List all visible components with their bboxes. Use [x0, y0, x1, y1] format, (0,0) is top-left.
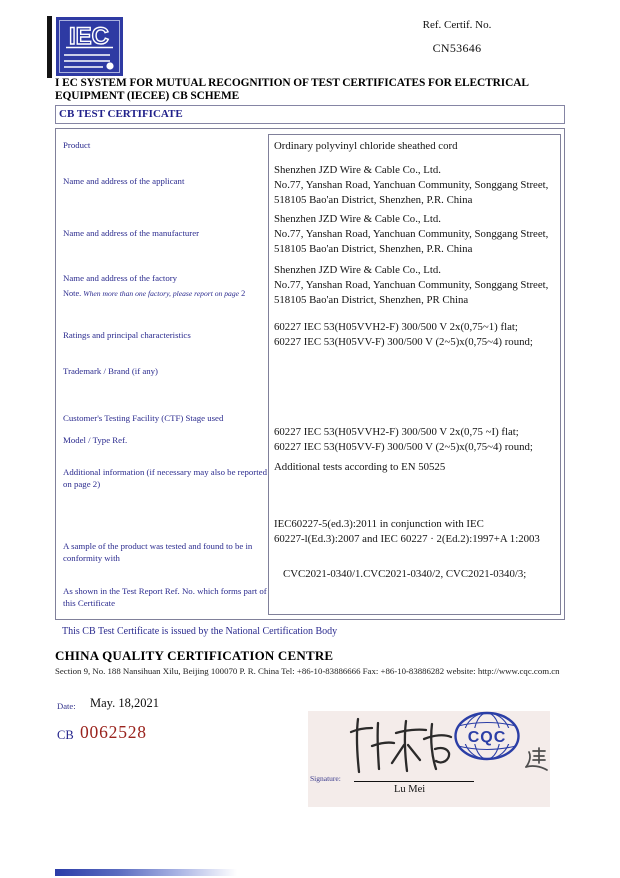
factory-note-suffix: 2	[241, 288, 246, 298]
row-label-applicant: Name and address of the applicant	[63, 176, 185, 186]
iec-logo-text: IEC	[68, 23, 110, 50]
ref-certif-label: Ref. Certif. No.	[422, 19, 492, 31]
text-line: IEC60227-5(ed.3):2011 in conjunction with IEC	[274, 518, 484, 530]
value-conformity	[274, 517, 559, 547]
signature-name: Lu Mei	[394, 784, 426, 795]
text-line: No.77, Yanshan Road, Yanchuan Community, Songgang Street,	[274, 279, 549, 292]
factory-note-prefix: Note.	[63, 288, 82, 298]
factory-note	[63, 288, 269, 300]
ref-certif-block	[398, 19, 516, 56]
cb-number-prefix: CB	[57, 728, 74, 742]
jian-character	[524, 747, 548, 773]
text-line: Shenzhen JZD Wire & Cable Co., Ltd.	[274, 164, 441, 176]
row-label-ratings: Ratings and principal characteristics	[63, 330, 191, 340]
value-applicant	[274, 163, 559, 209]
factory-label-text: Name and address of the factory	[63, 273, 178, 283]
scheme-title: I EC SYSTEM FOR MUTUAL RECOGNITION OF TEST CERTIFICATES FOR ELECTRICAL EQUIPMENT (IECEE) CB SCHEME	[55, 77, 529, 102]
text-line: 518105 Bao'an District, Shenzhen, PR China	[274, 294, 469, 307]
ncb-name: CHINA QUALITY CERTIFICATION CENTRE	[55, 648, 334, 663]
signature-line	[354, 781, 474, 782]
text-line: 60227 IEC 53(H05VVH2-F) 300/500 V 2x(0,75~1) flat;	[274, 321, 518, 333]
value-model-type-ref	[274, 425, 559, 455]
value-product	[274, 139, 559, 154]
text-line: 518105 Bao'an District, Shenzhen, P.R. China	[274, 243, 473, 256]
text-line: Shenzhen JZD Wire & Cable Co., Ltd.	[274, 264, 441, 276]
row-label-additional-info: Additional information (if necessary may also be reported on page 2)	[63, 467, 267, 489]
value-ratings	[274, 320, 559, 350]
certificate-title: CB TEST CERTIFICATE	[59, 108, 183, 120]
text-line: No.77, Yanshan Road, Yanchuan Community, Songgang Street,	[274, 228, 549, 241]
text-line: CVC2021-0340/1.CVC2021-0340/2, CVC2021-0340/3;	[283, 568, 527, 580]
date-value: May. 18,2021	[90, 696, 159, 710]
row-label-manufacturer: Name and address of the manufacturer	[63, 228, 200, 238]
text-line: Ordinary polyvinyl chloride sheathed cord	[274, 140, 458, 152]
ref-certif-number: CN53646	[432, 41, 482, 55]
signature-stamp-panel	[308, 711, 550, 807]
row-label-model-type-ref: Model / Type Ref.	[63, 435, 128, 445]
text-line: No.77, Yanshan Road, Yanchuan Community, Songgang Street,	[274, 179, 549, 192]
certificate-table	[55, 128, 565, 620]
value-additional-info	[274, 460, 559, 475]
cb-number: 0062528	[80, 722, 147, 742]
row-label-ctf-stage: Customer's Testing Facility (CTF) Stage used	[63, 413, 224, 423]
value-factory	[274, 263, 559, 309]
value-manufacturer	[274, 212, 559, 258]
row-label-trademark: Trademark / Brand (if any)	[63, 366, 158, 376]
text-line: 60227 IEC 53(H05VV-F) 300/500 V (2~5)x(0,75~4) round;	[274, 441, 533, 454]
text-line: 518105 Bao'an District, Shenzhen, P.R. China	[274, 194, 473, 207]
cqc-logo-text: CQC	[467, 729, 507, 746]
text-line: 60227-l(Ed.3):2007 and IEC 60227 · 2(Ed.2):1997+A 1:2003	[274, 533, 540, 546]
row-label-factory	[63, 273, 269, 299]
iec-logo-graphic	[47, 16, 127, 79]
issuer-note: This CB Test Certificate is issued by the National Certification Body	[62, 626, 338, 637]
factory-note-italic: When more than one factory, please report on page	[83, 288, 239, 298]
date-label: Date:	[57, 701, 76, 711]
bottom-scan-bar	[55, 869, 237, 876]
text-line: Additional tests according to EN 50525	[274, 461, 446, 473]
value-column	[268, 134, 561, 615]
text-line: Shenzhen JZD Wire & Cable Co., Ltd.	[274, 213, 441, 225]
row-label-conformity: A sample of the product was tested and found to be in conformity with	[63, 541, 253, 563]
row-label-product: Product	[63, 140, 91, 150]
row-label-test-report: As shown in the Test Report Ref. No. which forms part of this Certificate	[63, 586, 267, 608]
iec-logo	[47, 16, 127, 79]
cqc-logo	[453, 711, 521, 761]
text-line: 60227 IEC 53(H05VVH2-F) 300/500 V 2x(0,75 ~I) flat;	[274, 426, 519, 438]
signature-label: Signature:	[310, 774, 341, 783]
handwritten-signature	[348, 715, 460, 779]
value-test-report	[283, 567, 568, 582]
text-line: 60227 IEC 53(H05VV-F) 300/500 V (2~5)x(0,75~4) round;	[274, 336, 533, 349]
ncb-address: Section 9, No. 188 Nansihuan Xilu, Beijing 100070 P. R. China Tel: +86-10-83886666 Fax: +86-10-83886282 website: http://www.cqc.com.cn	[55, 666, 560, 676]
certificate-title-box	[55, 105, 565, 124]
